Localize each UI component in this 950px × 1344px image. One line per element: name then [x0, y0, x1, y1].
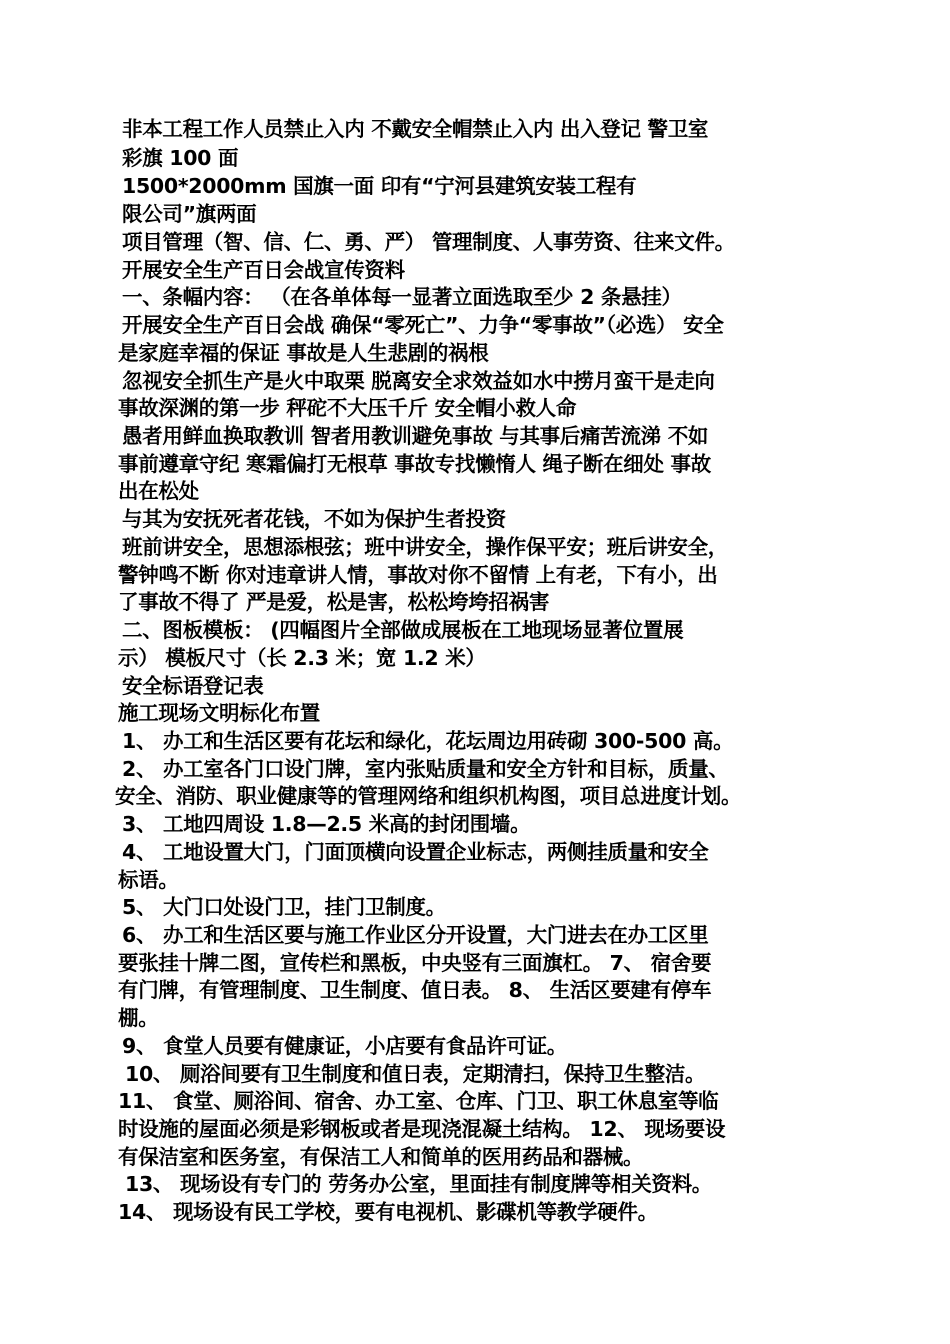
text-line-16: 班前讲安全，思想添根弦；班中讲安全，操作保平安；班后讲安全，	[122, 535, 728, 559]
text-line-20: 示） 模板尺寸（长 2.3 米；宽 1.2 米）	[118, 646, 486, 670]
text-line-27: 4、 工地设置大门，门面顶横向设置企业标志，两侧挂质量和安全	[122, 840, 709, 864]
text-line-15: 与其为安抚死者花钱，不如为保护生者投资	[122, 507, 506, 531]
text-line-21: 安全标语登记表	[122, 674, 264, 698]
text-line-4: 限公司”旗两面	[122, 202, 257, 226]
text-line-1: 非本工程工作人员禁止入内 不戴安全帽禁止入内 出入登记 警卫室	[122, 117, 709, 141]
text-line-7: 一、条幅内容： （在各单体每一显著立面选取至少 2 条悬挂）	[122, 285, 682, 309]
text-line-13: 事前遵章守纪 寒霜偏打无根草 事故专找懒惰人 绳子断在细处 事故	[118, 452, 711, 476]
text-line-8: 开展安全生产百日会战 确保“零死亡”、力争“零事故”（必选） 安全	[122, 313, 724, 337]
text-line-5: 项目管理（智、信、仁、勇、严） 管理制度、人事劳资、往来文件。	[122, 230, 735, 254]
text-line-26: 3、 工地四周设 1.8—2.5 米高的封闭围墙。	[122, 812, 531, 836]
text-line-25: 安全、消防、职业健康等的管理网络和组织机构图，项目总进度计划。	[115, 784, 742, 808]
text-line-37: 时设施的屋面必须是彩钢板或者是现浇混凝土结构。 12、 现场要设	[118, 1117, 726, 1141]
text-line-35: 10、 厕浴间要有卫生制度和值日表，定期清扫，保持卫生整洁。	[125, 1062, 706, 1086]
text-line-23: 1、 办工和生活区要有花坛和绿化，花坛周边用砖砌 300-500 高。	[122, 729, 734, 753]
text-line-14: 出在松处	[118, 479, 199, 503]
text-line-22: 施工现场文明标化布置	[118, 701, 320, 725]
text-line-19: 二、图板模板： (四幅图片全部做成展板在工地现场显著位置展	[122, 618, 684, 642]
text-line-29: 5、 大门口处设门卫，挂门卫制度。	[122, 895, 446, 919]
text-line-17: 警钟鸣不断 你对违章讲人情，事故对你不留情 上有老，下有小，出	[118, 563, 718, 587]
text-line-18: 了事故不得了 严是爱，松是害，松松垮垮招祸害	[118, 590, 550, 614]
text-line-3: 1500*2000mm 国旗一面 印有“宁河县建筑安装工程有	[122, 174, 637, 198]
text-line-40: 14、 现场设有民工学校，要有电视机、影碟机等教学硬件。	[118, 1200, 658, 1224]
text-line-33: 棚。	[118, 1006, 159, 1030]
text-line-32: 有门牌，有管理制度、卫生制度、值日表。 8、 生活区要建有停车	[118, 978, 712, 1002]
text-line-10: 忽视安全抓生产是火中取栗 脱离安全求效益如水中捞月蛮干是走向	[122, 369, 715, 393]
text-line-38: 有保洁室和医务室，有保洁工人和简单的医用药品和器械。	[118, 1145, 644, 1169]
text-line-2: 彩旗 100 面	[122, 146, 239, 170]
text-line-31: 要张挂十牌二图，宣传栏和黑板，中央竖有三面旗杠。 7、 宿舍要	[118, 951, 712, 975]
text-line-6: 开展安全生产百日会战宣传资料	[122, 258, 405, 282]
text-line-12: 愚者用鲜血换取教训 智者用教训避免事故 与其事后痛苦流涕 不如	[122, 424, 709, 448]
text-line-28: 标语。	[118, 868, 179, 892]
text-line-34: 9、 食堂人员要有健康证，小店要有食品许可证。	[122, 1034, 567, 1058]
text-line-36: 11、 食堂、厕浴间、宿舍、办工室、仓库、门卫、职工休息室等临	[118, 1089, 719, 1113]
text-line-39: 13、 现场设有专门的 劳务办公室，里面挂有制度牌等相关资料。	[125, 1172, 713, 1196]
text-line-30: 6、 办工和生活区要与施工作业区分开设置，大门进去在办工区里	[122, 923, 709, 947]
text-line-24: 2、 办工室各门口设门牌，室内张贴质量和安全方针和目标，质量、	[122, 757, 729, 781]
text-line-11: 事故深渊的第一步 秤砣不大压千斤 安全帽小救人命	[118, 396, 577, 420]
text-line-9: 是家庭幸福的保证 事故是人生悲剧的祸根	[118, 341, 489, 365]
